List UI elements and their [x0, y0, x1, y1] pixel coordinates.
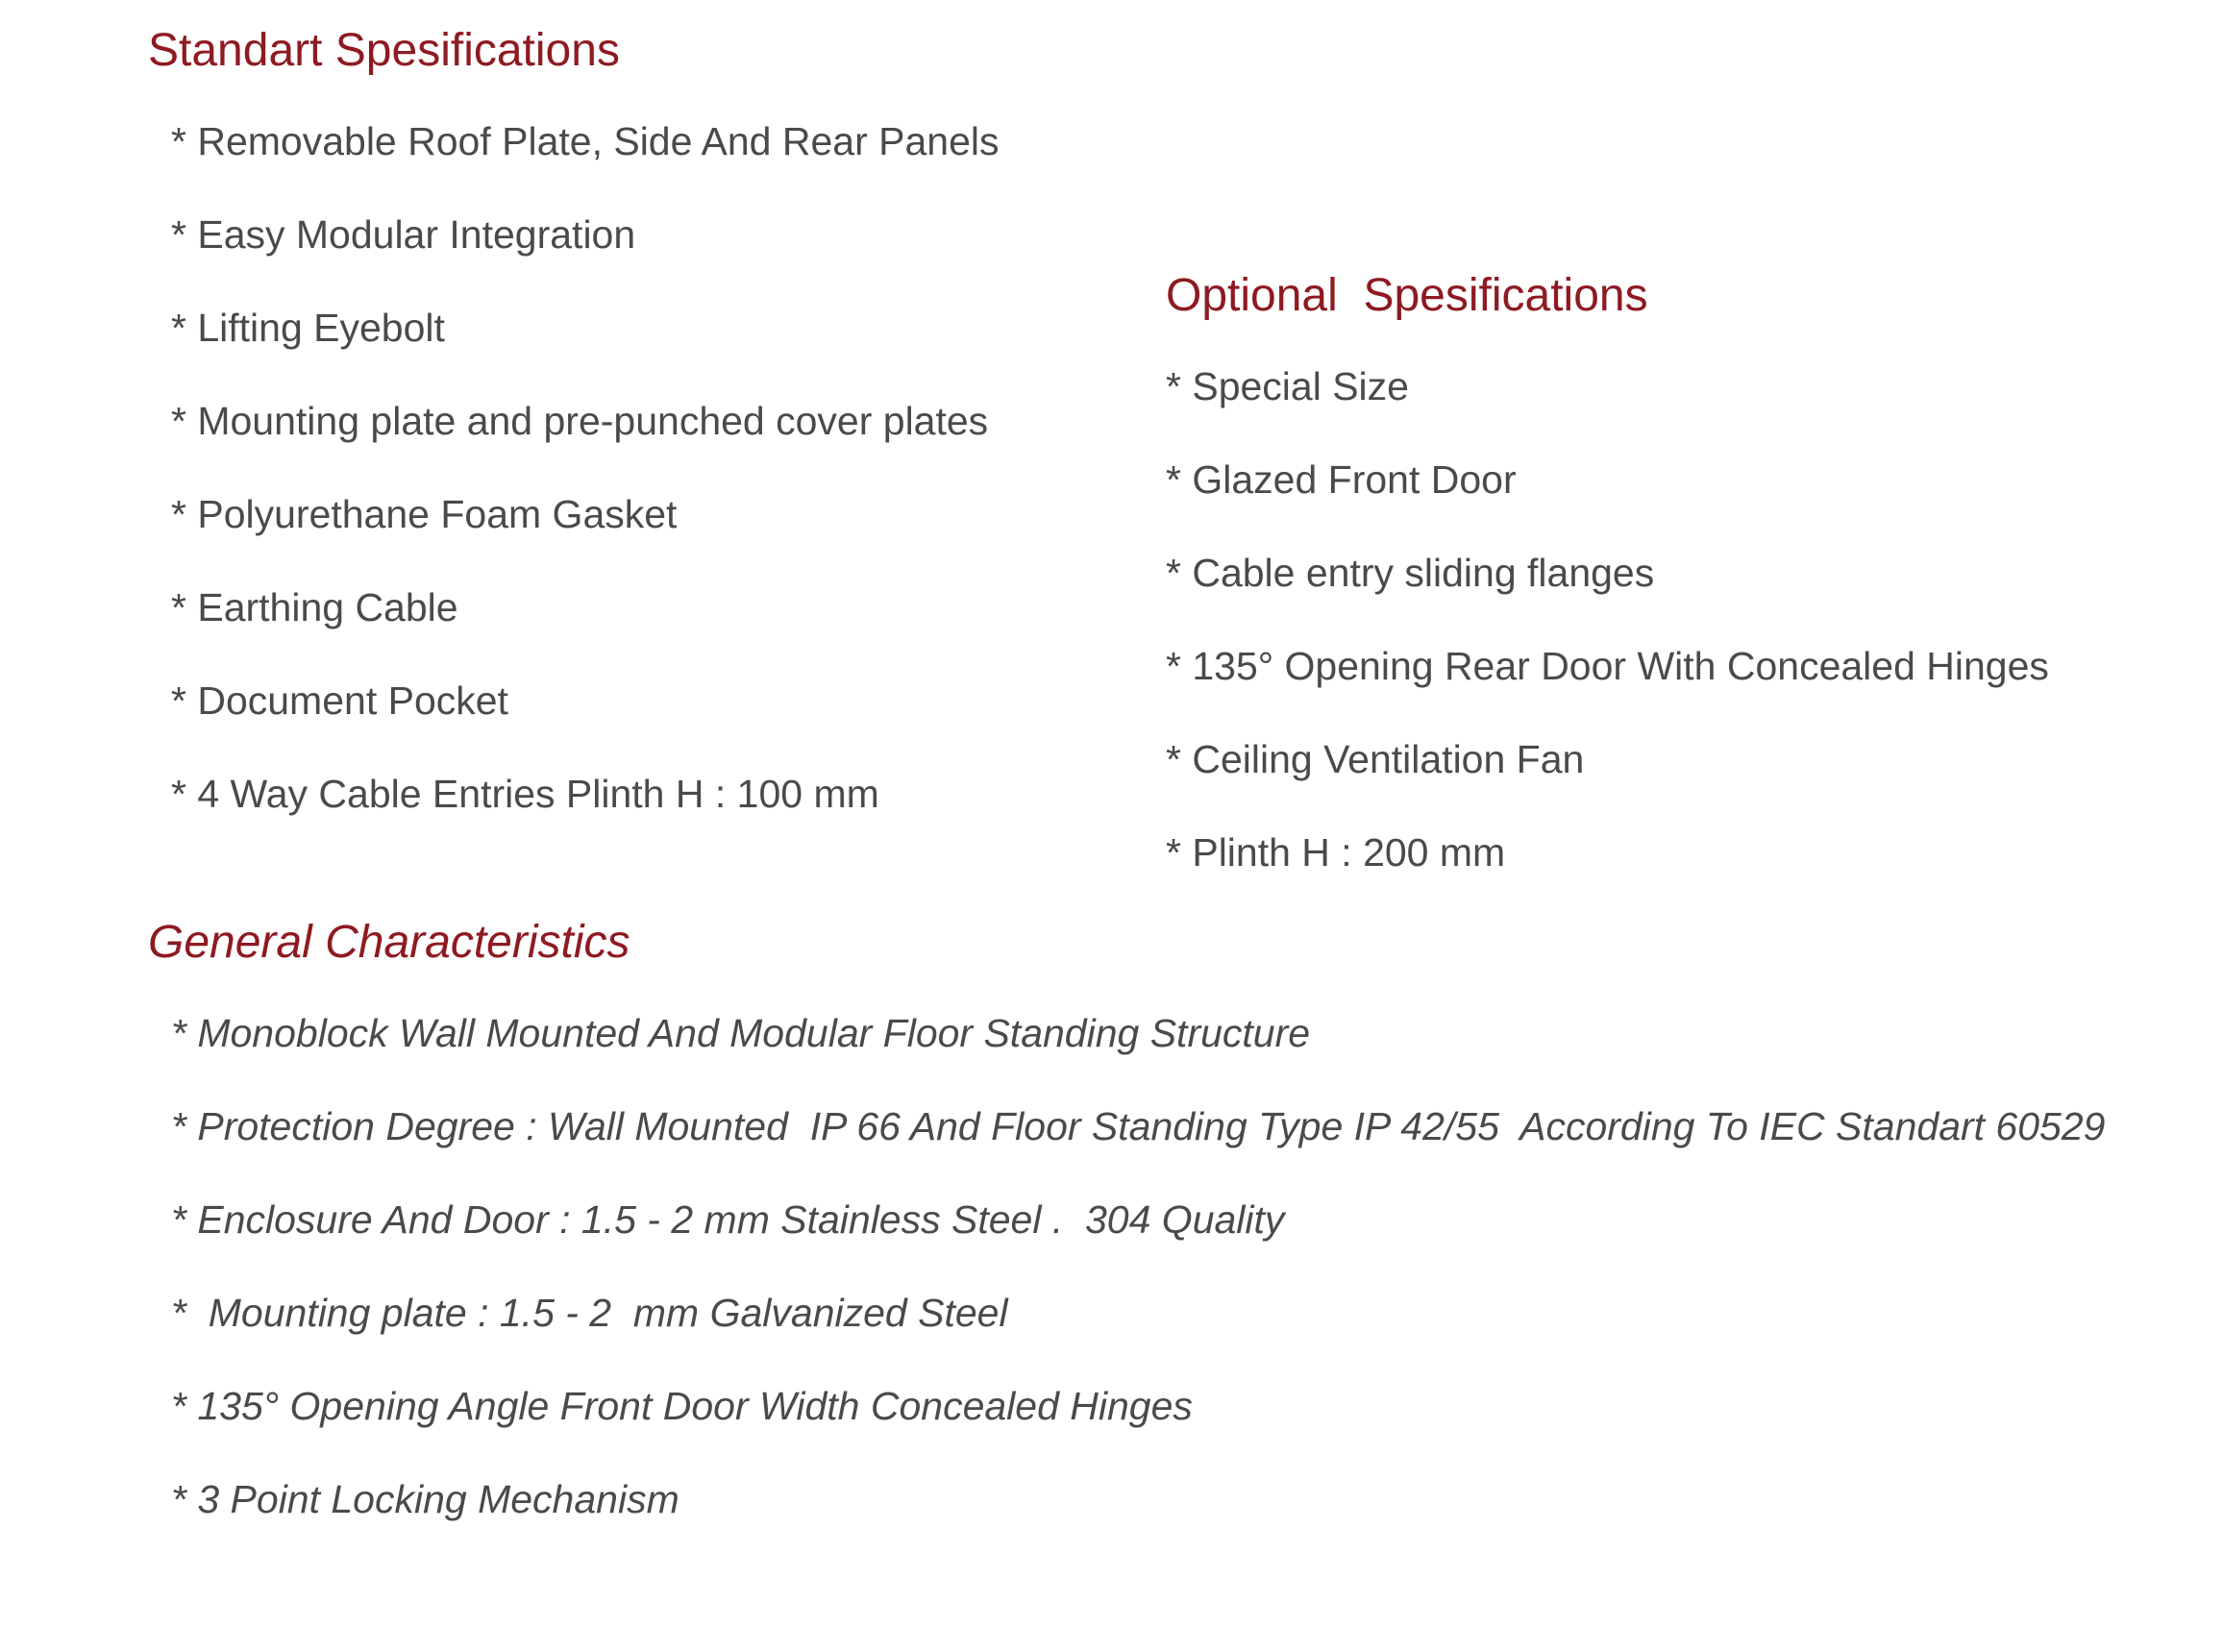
list-item: * Protection Degree : Wall Mounted IP 66 And Floor Standing Type IP 42/55 According To IEC Standart 60529	[171, 1104, 2106, 1148]
standard-specifications-list	[148, 119, 1000, 868]
list-item: * Special Size	[1166, 364, 1409, 408]
list-item: * Removable Roof Plate, Side And Rear Panels	[171, 119, 1000, 163]
general-characteristics-list	[148, 1011, 2106, 1573]
list-item: * Plinth H : 200 mm	[1166, 830, 1506, 875]
list-item: * Easy Modular Integration	[171, 212, 636, 257]
list-item: * Earthing Cable	[171, 585, 458, 629]
list-item: * Mounting plate and pre-punched cover plates	[171, 399, 989, 443]
list-item: * Polyurethane Foam Gasket	[171, 492, 678, 536]
general-characteristics-section	[148, 917, 2106, 1573]
general-characteristics-heading: General Characteristics	[148, 917, 630, 968]
list-item: * 135° Opening Rear Door With Concealed Hinges	[1166, 644, 2049, 688]
list-item: * 3 Point Locking Mechanism	[171, 1477, 679, 1521]
list-item: * 4 Way Cable Entries Plinth H : 100 mm	[171, 772, 879, 816]
list-item: * Lifting Eyebolt	[171, 306, 445, 350]
list-item: * Enclosure And Door : 1.5 - 2 mm Stainless Steel . 304 Quality	[171, 1197, 1285, 1242]
list-item: * Glazed Front Door	[1166, 457, 1517, 502]
list-item: * Mounting plate : 1.5 - 2 mm Galvanized Steel	[171, 1291, 1008, 1335]
list-item: * Ceiling Ventilation Fan	[1166, 737, 1585, 781]
optional-specifications-list	[1166, 364, 2049, 926]
list-item: * Monoblock Wall Mounted And Modular Floor Standing Structure	[171, 1011, 1311, 1055]
standard-specifications-section	[148, 25, 1000, 868]
optional-specifications-heading: Optional Spesifications	[1166, 270, 1648, 321]
list-item: * Cable entry sliding flanges	[1166, 551, 1655, 595]
optional-specifications-section	[1166, 270, 2049, 926]
standard-specifications-heading: Standart Spesifications	[148, 25, 620, 76]
list-item: * Document Pocket	[171, 678, 508, 723]
list-item: * 135° Opening Angle Front Door Width Concealed Hinges	[171, 1384, 1193, 1428]
